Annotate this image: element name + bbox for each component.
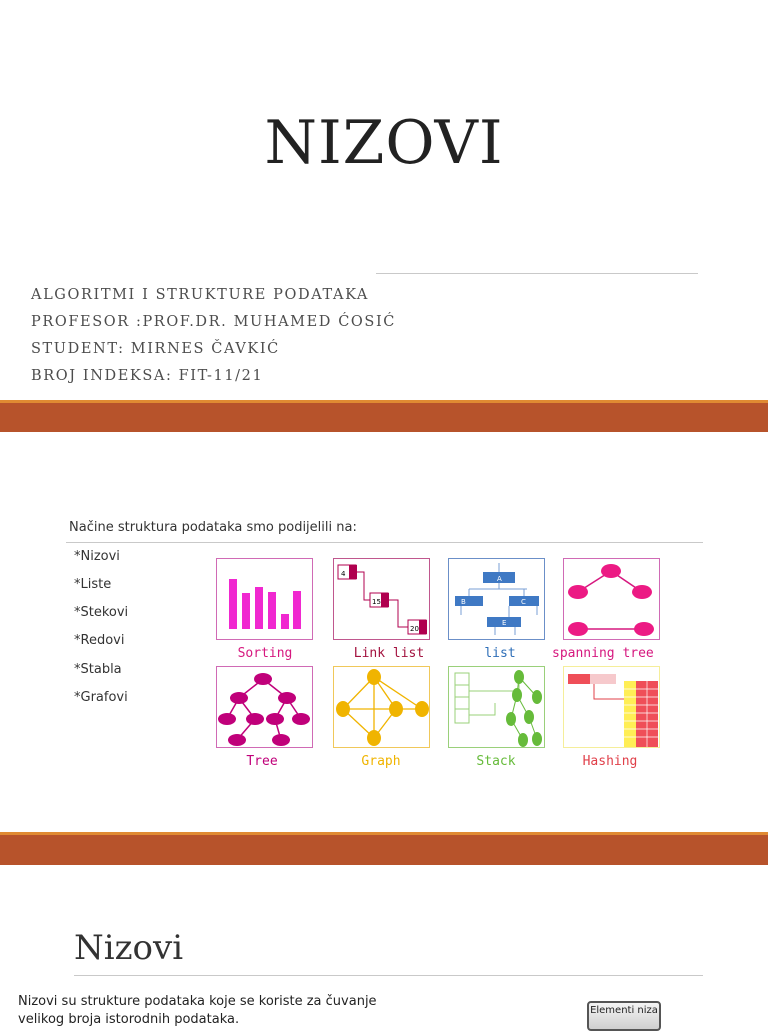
link-node-label: 4: [341, 570, 346, 578]
bullet-stekovi: *Stekovi: [74, 605, 129, 620]
tree-diagram-icon: [217, 667, 314, 749]
bullet-nizovi: *Nizovi: [74, 549, 120, 564]
structures-heading: Načine struktura podataka smo podijelili na:: [69, 520, 357, 535]
subtitle-course: ALGORITMI I STRUKTURE PODATAKA: [31, 287, 369, 303]
bullet-redovi: *Redovi: [74, 633, 125, 648]
title-divider: [376, 273, 698, 274]
link-node-label: 20: [410, 625, 419, 633]
graph-caption: Graph: [361, 754, 401, 769]
graph-tile: [333, 666, 430, 748]
graph-diagram-icon: [334, 667, 431, 749]
slide-separator: [0, 400, 768, 432]
hashing-caption: Hashing: [582, 754, 638, 769]
sorting-tile: [216, 558, 313, 640]
nizovi-title: Nizovi: [74, 928, 184, 968]
stack-tile: [448, 666, 545, 748]
stack-caption: Stack: [476, 754, 516, 769]
slide-separator: [0, 832, 768, 865]
spanning-tree-diagram-icon: [564, 559, 661, 641]
list-diagram-icon: [449, 559, 546, 641]
list-node-label: B: [461, 598, 466, 606]
elementi-niza-button[interactable]: Elementi niza: [587, 1001, 661, 1031]
link-list-caption: Link list: [353, 646, 425, 661]
heading-divider: [66, 542, 703, 543]
sorting-caption: Sorting: [237, 646, 293, 661]
link-list-diagram-icon: [334, 559, 431, 641]
nizovi-divider: [74, 975, 703, 976]
title-slide: [0, 0, 768, 400]
hashing-diagram-icon: [564, 667, 661, 749]
hashing-tile: [563, 666, 660, 748]
bullet-liste: *Liste: [74, 577, 112, 592]
tree-caption: Tree: [246, 754, 278, 769]
list-node-label: C: [521, 598, 526, 606]
subtitle-index: BROJ INDEKSA: FIT-11/21: [31, 368, 264, 384]
spanning-tree-tile: [563, 558, 660, 640]
sorting-diagram-icon: [217, 559, 314, 641]
link-list-tile: [333, 558, 430, 640]
list-node-label: A: [497, 575, 502, 583]
nizovi-description: Nizovi su strukture podataka koje se koriste za čuvanje velikog broja istorodnih podataka.: [18, 994, 377, 1027]
tree-tile: [216, 666, 313, 748]
bullet-stabla: *Stabla: [74, 662, 122, 677]
stack-diagram-icon: [449, 667, 546, 749]
list-caption: list: [484, 646, 516, 661]
bullet-grafovi: *Grafovi: [74, 690, 128, 705]
subtitle-professor: PROFESOR :PROF.DR. MUHAMED ĆOSIĆ: [31, 314, 396, 330]
list-tile: [448, 558, 545, 640]
slide-title: NIZOVI: [264, 108, 504, 178]
spanning-tree-caption: spanning tree: [552, 646, 654, 661]
link-node-label: 15: [372, 598, 381, 606]
subtitle-student: STUDENT: MIRNES ČAVKIĆ: [31, 341, 280, 357]
list-node-label: E: [502, 619, 507, 627]
